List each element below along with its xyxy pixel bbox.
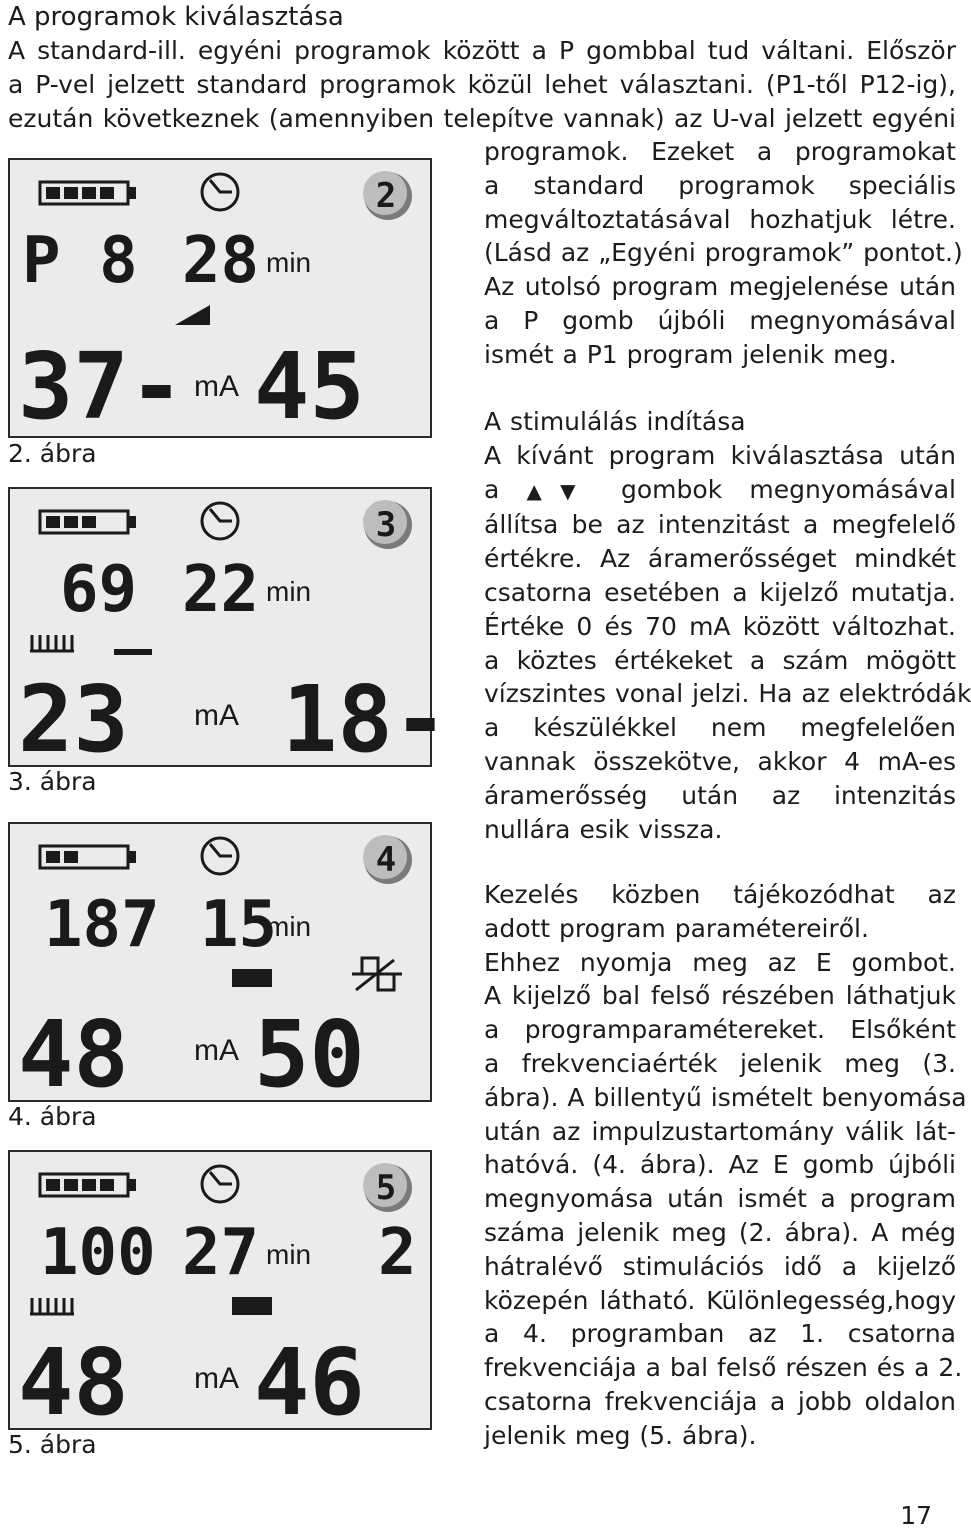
- battery-icon: [40, 846, 136, 868]
- paragraph-line: áramerősség után az intenzitás: [484, 780, 956, 810]
- program-badge: [363, 1163, 412, 1212]
- section-title-parameters: Kezelés közben tájékozódhat az: [484, 880, 956, 909]
- up-down-arrows-icon: ▲▼: [526, 478, 594, 503]
- lcd-display: [10, 489, 449, 773]
- lcd-figure-3: [8, 487, 449, 773]
- min-label: min: [266, 911, 312, 942]
- section-title-stimulation-start: A stimulálás indítása: [484, 407, 746, 436]
- badge-number: 3: [375, 505, 397, 545]
- paragraph-line: ábra). A billentyű ismételt benyomása: [484, 1082, 967, 1112]
- intensity-ramp-icon: [175, 305, 210, 325]
- paragraph-line: ismét a P1 program jelenik meg.: [484, 339, 897, 369]
- paragraph-line: közepén látható. Különlegesség,hogy: [484, 1285, 956, 1315]
- min-label: min: [266, 247, 312, 278]
- section-title-parameters: adott program paramétereiről.: [484, 913, 869, 943]
- intro-line: a P-vel jelzett standard programok közül lehet választani. (P1-től P12-ig),: [8, 69, 956, 99]
- lcd-figure-4: [8, 822, 432, 1108]
- program-badge: [363, 171, 412, 220]
- program-selection-paragraph: [484, 135, 963, 372]
- remaining-time: 28: [182, 224, 260, 298]
- program-number: P 8: [22, 224, 138, 298]
- paragraph-line: Ehhez nyomja meg az E gombot.: [484, 947, 956, 977]
- paragraph-line: Az utolsó program megjelenése után: [484, 272, 956, 302]
- paragraph-line: a készülékkel nem megfelelően: [484, 713, 956, 743]
- paragraph-line: csatorna frekvenciája a jobb oldalon: [484, 1386, 956, 1416]
- paragraph-line: A kívánt program kiválasztása után: [484, 440, 956, 470]
- paragraph-line: csatorna esetében a kijelző mutatja.: [484, 577, 956, 607]
- program-bar-icon: [232, 969, 272, 987]
- channel1-current: 48: [18, 1001, 129, 1108]
- lcd-display: [10, 1152, 430, 1436]
- ma-label: mA: [194, 1034, 239, 1067]
- ma-label: mA: [194, 370, 239, 403]
- paragraph-line: száma jelenik meg (2. ábra). A még: [484, 1217, 956, 1247]
- channel2-current: 18-: [282, 666, 449, 773]
- clock-icon: [202, 1166, 238, 1202]
- channel1-current: 23: [18, 666, 129, 773]
- paragraph-line: a P gomb újbóli megnyomásával: [484, 305, 956, 335]
- intermediate-value-bar: [114, 649, 152, 655]
- ma-label: mA: [194, 699, 239, 732]
- paragraph-line: A kijelző bal felső részében láthatjuk: [484, 981, 956, 1011]
- figure-caption: 2. ábra: [8, 439, 97, 468]
- paragraph-line: frekvenciája a bal felső részen és a 2.: [484, 1353, 963, 1383]
- channel1-current: 48: [18, 1329, 129, 1436]
- paragraph-line: után az impulzustartomány válik lát-: [484, 1116, 956, 1146]
- stimulation-start-section: [484, 405, 971, 846]
- clock-icon: [202, 838, 238, 874]
- lcd-figure-5: [8, 1150, 432, 1436]
- program-bar-icon: [232, 1297, 272, 1315]
- paragraph-line: (Lásd az „Egyéni programok” pontot.): [484, 238, 963, 268]
- paragraph-line: állítsa be az intenzitást a megfelelő: [484, 510, 956, 540]
- paragraph-line: hátralévő stimulációs idő a kijelző: [484, 1251, 956, 1281]
- paragraph-line: jelenik meg (5. ábra).: [484, 1420, 757, 1450]
- biphasic-pulse-icon: [352, 958, 402, 990]
- figure-caption: 3. ábra: [8, 767, 97, 796]
- paragraph-line: a programparamétereket. Elsőként: [484, 1015, 956, 1045]
- line-suffix: gombok megnyomásával: [621, 474, 956, 504]
- badge-number: 5: [375, 1168, 397, 1208]
- section-title-program-selection: A programok kiválasztása: [8, 2, 344, 32]
- channel2-current: 45: [254, 333, 365, 440]
- parameters-section: [484, 878, 967, 1453]
- program-badge: [363, 835, 412, 884]
- channel2-current: 50: [254, 1001, 365, 1108]
- lcd-display: [10, 824, 430, 1108]
- paragraph-line: hatóvá. (4. ábra). Az E gomb újbóli: [484, 1150, 956, 1180]
- pulse-width-value: 187: [44, 888, 160, 962]
- lcd-display: [10, 160, 430, 440]
- min-label: min: [266, 1239, 312, 1270]
- min-label: min: [266, 576, 312, 607]
- paragraph-line: a standard programok speciális: [484, 170, 956, 200]
- channel1-current: 37-: [18, 333, 185, 440]
- clock-icon: [202, 174, 238, 210]
- intro-paragraph: [8, 34, 956, 135]
- paragraph-line: programok. Ezeket a programokat: [484, 137, 956, 166]
- badge-number: 2: [375, 176, 397, 216]
- battery-icon: [40, 1174, 136, 1196]
- paragraph-line: nullára esik vissza.: [484, 814, 723, 844]
- remaining-time: 22: [182, 553, 260, 627]
- channel2-frequency: 2: [378, 1216, 417, 1290]
- channel1-frequency: 100: [40, 1216, 156, 1290]
- paragraph-line: Értéke 0 és 70 mA között változhat.: [484, 611, 956, 641]
- figure-caption: 4. ábra: [8, 1102, 97, 1131]
- channel2-current: 46: [254, 1329, 365, 1436]
- pulse-train-icon: [30, 1298, 74, 1314]
- line-prefix: a: [484, 474, 500, 504]
- clock-icon: [202, 503, 238, 539]
- paragraph-line: a köztes értékeket a szám mögött: [484, 645, 956, 675]
- battery-icon: [40, 182, 136, 204]
- program-badge: [363, 500, 412, 549]
- frequency-value: 69: [60, 553, 138, 627]
- paragraph-line: a 4. programban az 1. csatorna: [484, 1319, 956, 1349]
- figure-caption: 5. ábra: [8, 1430, 97, 1459]
- page-number: 17: [900, 1501, 932, 1530]
- paragraph-line: [484, 473, 956, 509]
- paragraph-line: vízszintes vonal jelzi. Ha az elektródák: [484, 679, 971, 709]
- paragraph-line: megnyomása után ismét a program: [484, 1184, 956, 1214]
- remaining-time: 15: [200, 888, 278, 962]
- lcd-figure-2: [8, 158, 432, 438]
- ma-label: mA: [194, 1362, 239, 1395]
- paragraph-line: értékre. Az áramerősséget mindkét: [484, 544, 956, 574]
- remaining-time: 27: [182, 1216, 260, 1290]
- paragraph-line: vannak összekötve, akkor 4 mA-es: [484, 746, 956, 776]
- intro-line: A standard-ill. egyéni programok között a P gombbal tud váltani. Először: [8, 36, 956, 65]
- badge-number: 4: [375, 840, 397, 880]
- battery-icon: [40, 511, 136, 533]
- paragraph-line: megváltoztatásával hozhatjuk létre.: [484, 204, 956, 234]
- paragraph-line: a frekvenciaérték jelenik meg (3.: [484, 1048, 956, 1078]
- pulse-train-icon: [30, 635, 74, 651]
- intro-line: ezután következnek (amennyiben telepítve vannak) az U-val jelzett egyéni: [8, 103, 956, 133]
